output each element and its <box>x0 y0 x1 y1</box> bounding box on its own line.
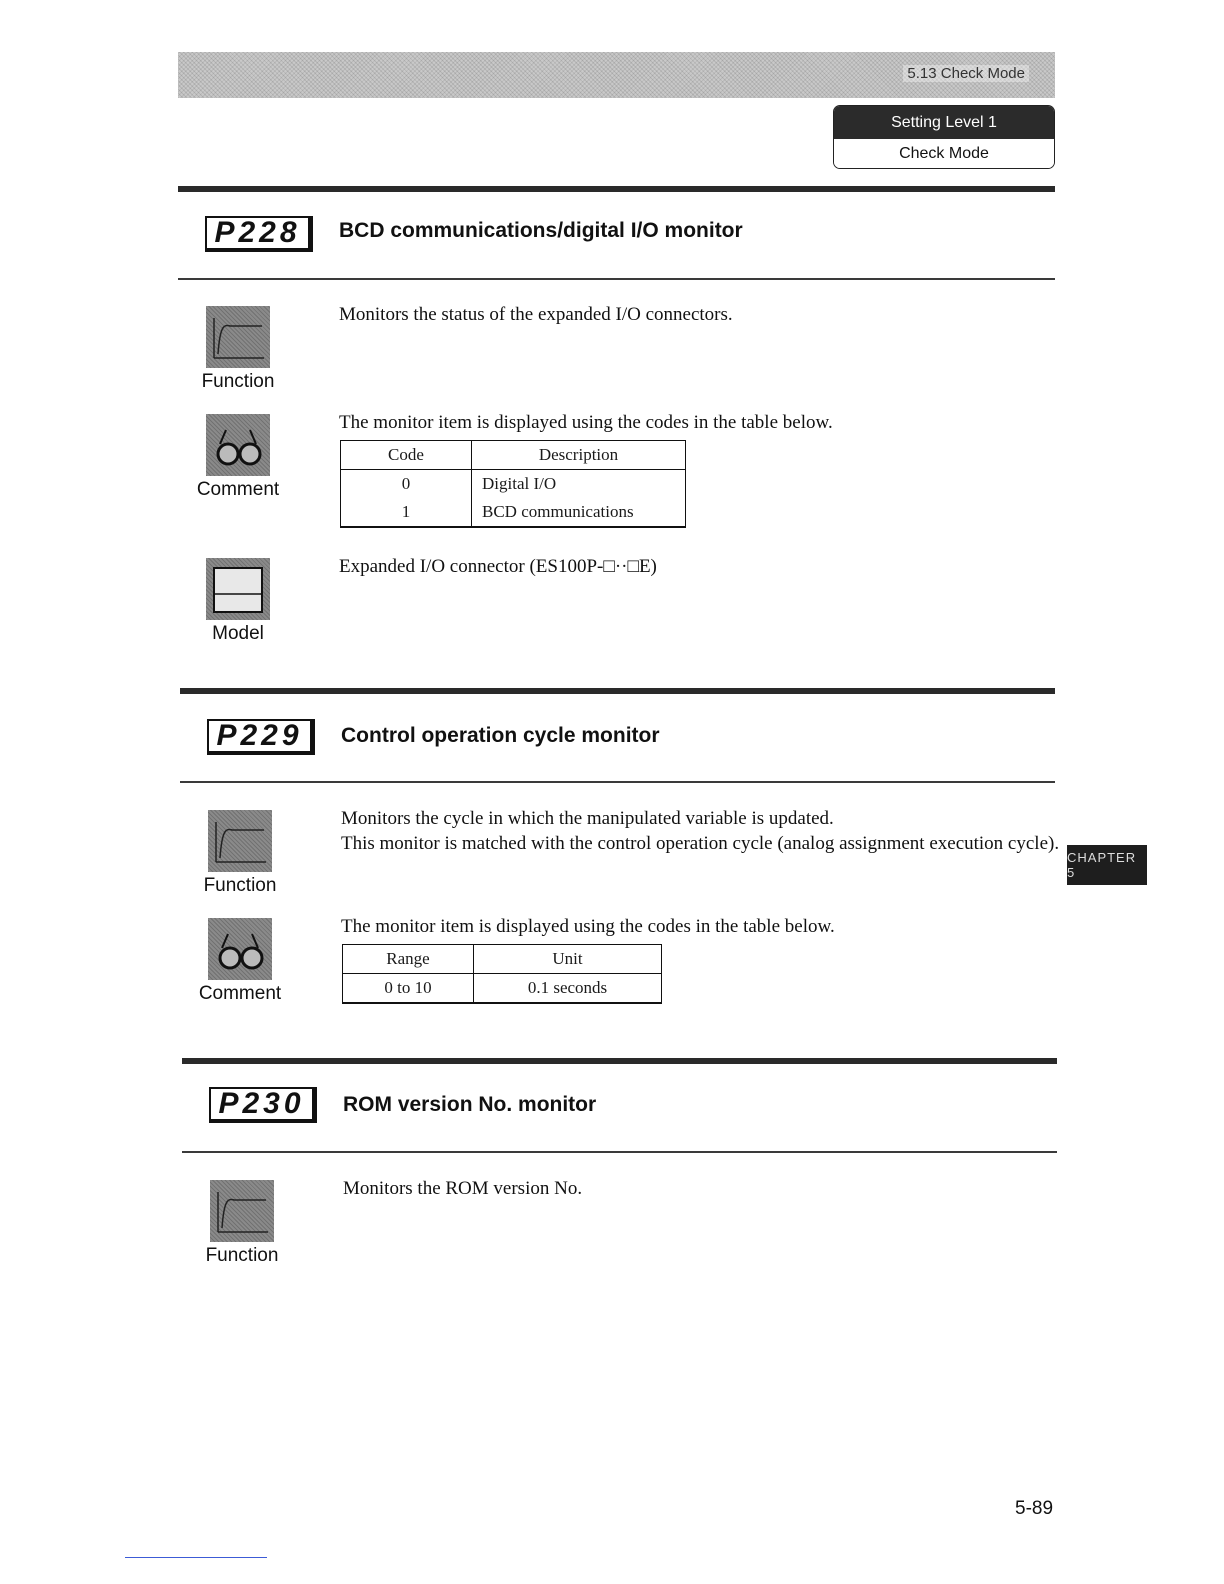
table-cell: Digital I/O <box>472 470 686 499</box>
setting-level-mode: Check Mode <box>834 139 1054 168</box>
section-divider <box>178 186 1055 192</box>
section-title: BCD communications/digital I/O monitor <box>339 219 743 242</box>
function-icon <box>208 810 272 872</box>
function-text: Monitors the status of the expanded I/O connectors. <box>339 304 733 325</box>
table-header: Description <box>472 441 686 470</box>
section-title: Control operation cycle monitor <box>341 724 660 747</box>
model-icon <box>206 558 270 620</box>
function-label: Function <box>205 1245 279 1266</box>
section-divider <box>182 1058 1057 1064</box>
table-row <box>343 974 662 1004</box>
section-divider <box>180 688 1055 694</box>
function-marker <box>188 306 288 393</box>
table-header: Range <box>343 945 474 974</box>
title-underline <box>178 278 1055 280</box>
function-marker <box>192 1180 292 1267</box>
model-label: Model <box>212 623 264 644</box>
parameter-display: P230 <box>209 1087 317 1123</box>
setting-level-title: Setting Level 1 <box>834 106 1054 139</box>
title-underline <box>180 781 1055 783</box>
table-cell: 0 to 10 <box>343 974 474 1004</box>
function-text <box>341 806 1061 856</box>
parameter-display: P228 <box>205 216 313 252</box>
table-cell: 1 <box>341 498 472 527</box>
function-label: Function <box>203 875 277 896</box>
function-text: Monitors the ROM version No. <box>343 1178 583 1199</box>
comment-text: The monitor item is displayed using the codes in the table below. <box>339 412 833 433</box>
page-number: 5-89 <box>1015 1498 1054 1519</box>
comment-icon <box>208 918 272 980</box>
code-table <box>340 440 686 528</box>
parameter-display: P229 <box>207 719 315 755</box>
setting-level-box <box>833 105 1055 169</box>
function-marker <box>190 810 290 897</box>
section-title: ROM version No. monitor <box>343 1093 597 1116</box>
comment-label: Comment <box>196 479 280 500</box>
chapter-tab: CHAPTER 5 <box>1067 845 1147 885</box>
table-header: Code <box>341 441 472 470</box>
model-text: Expanded I/O connector (ES100P-□··□E) <box>339 556 657 577</box>
table-header: Unit <box>474 945 662 974</box>
header-band <box>178 52 1055 98</box>
function-label: Function <box>201 371 275 392</box>
range-table <box>342 944 662 1004</box>
table-cell: 0.1 seconds <box>474 974 662 1004</box>
table-cell: 0 <box>341 470 472 499</box>
comment-marker <box>188 414 288 501</box>
table-cell: BCD communications <box>472 498 686 527</box>
comment-label: Comment <box>198 983 282 1004</box>
section-header-label: 5.13 Check Mode <box>903 65 1029 82</box>
comment-marker <box>190 918 290 1005</box>
function-line: This monitor is matched with the control operation cycle (analog assignment execution cycle). <box>341 833 1060 854</box>
title-underline <box>182 1151 1057 1153</box>
footer-line <box>125 1557 267 1558</box>
function-line: Monitors the cycle in which the manipulated variable is updated. <box>341 808 834 829</box>
table-row <box>341 498 686 527</box>
table-row <box>341 470 686 499</box>
function-icon <box>210 1180 274 1242</box>
function-icon <box>206 306 270 368</box>
comment-icon <box>206 414 270 476</box>
comment-text: The monitor item is displayed using the codes in the table below. <box>341 916 835 937</box>
model-marker <box>188 558 288 645</box>
